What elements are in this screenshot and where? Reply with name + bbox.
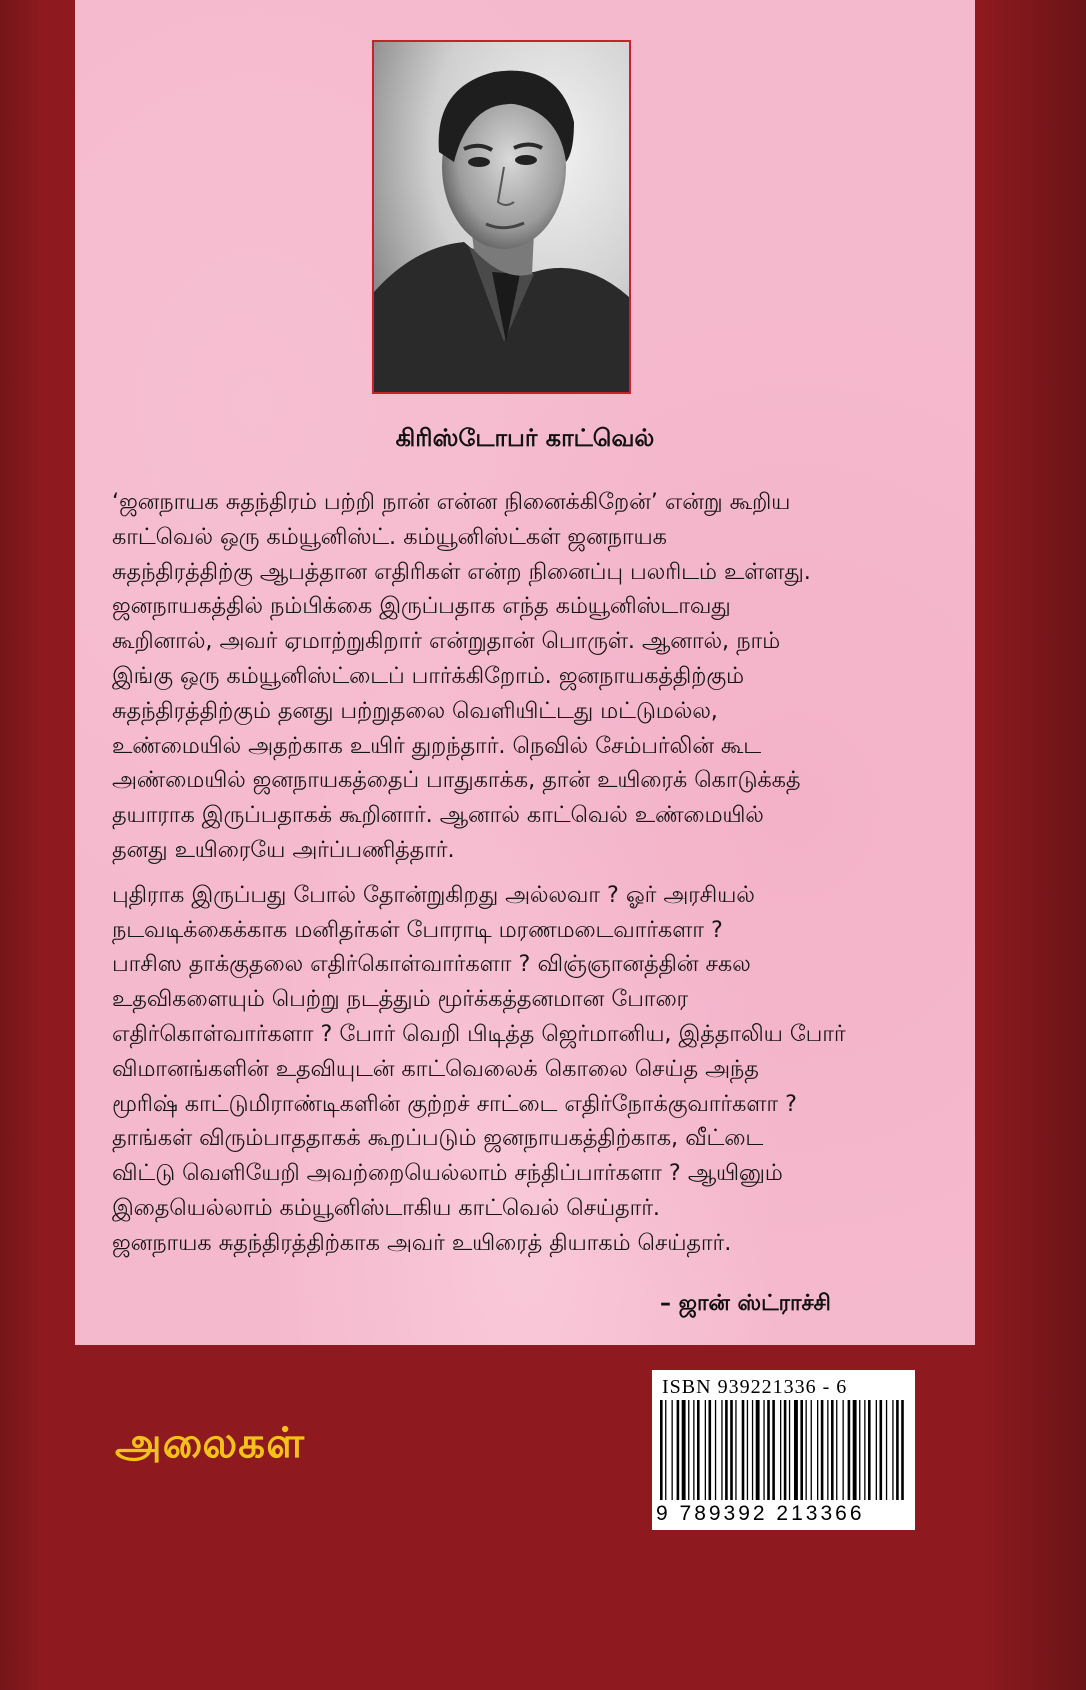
blurb-line: விமானங்களின் உதவியுடன் காட்வெலைக் கொலை செய்த அந்த — [112, 1055, 759, 1082]
publisher-logo-text: அலைகள் — [115, 1418, 306, 1467]
barcode-bar — [811, 1400, 812, 1500]
barcode-bar — [752, 1400, 753, 1500]
blurb-line: காட்வெல் ஒரு கம்யூனிஸ்ட். கம்யூனிஸ்ட்கள் ஜனநாயக — [112, 523, 667, 550]
barcode-bar — [817, 1400, 818, 1500]
barcode-bar — [794, 1400, 798, 1500]
barcode-bar — [767, 1400, 770, 1500]
barcode-bar — [763, 1400, 764, 1500]
barcode-bar — [688, 1400, 689, 1500]
barcode-bar — [742, 1400, 745, 1500]
barcode-bar — [672, 1400, 673, 1500]
barcode-bar — [831, 1400, 834, 1500]
blurb-paragraph — [112, 878, 942, 1261]
barcode-bar — [800, 1400, 803, 1500]
blurb-line: தயாராக இருப்பதாகக் கூறினார். ஆனால் காட்வெல் உண்மையில் — [112, 802, 764, 829]
blurb-line: ஜனநாயகத்தில் நம்பிக்கை இருப்பதாக எந்த கம்யூனிஸ்டாவது — [112, 593, 731, 620]
barcode-bar — [853, 1400, 857, 1500]
blurb-line: ‘ஜனநாயக சுதந்திரம் பற்றி நான் என்ன நினைக்கிறேன்’ என்று கூறிய — [112, 489, 791, 515]
blurb-paragraph — [112, 485, 942, 868]
barcode-bar — [843, 1400, 844, 1500]
author-photo — [372, 40, 631, 394]
barcode-bar — [876, 1400, 877, 1500]
blurb-line: பாசிஸ தாக்குதலை எதிர்கொள்வார்களா ? விஞ்ஞானத்தின் சகல — [112, 951, 751, 978]
barcode-bar — [721, 1400, 722, 1500]
blurb-line: சுதந்திரத்திற்கும் தனது பற்றுதலை வெளியிட்டது மட்டுமல்ல, — [112, 697, 718, 724]
barcode-bar — [665, 1400, 666, 1500]
author-name: கிரிஸ்டோபர் காட்வெல் — [395, 424, 655, 452]
barcode-bar — [901, 1400, 904, 1500]
quote-attribution: – ஜான் ஸ்ட்ராச்சி — [660, 1291, 831, 1316]
blurb-line: உதவிகளையும் பெற்று நடத்தும் மூர்க்கத்தனமான போரை — [112, 986, 689, 1013]
author-portrait-image — [374, 42, 629, 392]
blurb-line: மூரிஷ் காட்டுமிராண்டிகளின் குற்றச் சாட்டை எதிர்நோக்குவார்களா ? — [112, 1090, 797, 1117]
barcode-bar — [730, 1400, 733, 1500]
blurb-line: நடவடிக்கைக்காக மனிதர்கள் போராடி மரணமடைவார்களா ? — [112, 916, 723, 943]
barcode-bar — [705, 1400, 706, 1500]
barcode-bar — [715, 1400, 716, 1500]
barcode-bar — [848, 1400, 851, 1500]
blurb-line: கூறினால், அவர் ஏமாற்றுகிறார் என்றுதான் பொருள். ஆனால், நாம் — [112, 628, 781, 655]
barcode-bar — [868, 1400, 871, 1500]
barcode-bar — [780, 1400, 781, 1500]
blurb-text — [112, 485, 942, 1271]
blurb-line: இங்கு ஒரு கம்யூனிஸ்ட்டைப் பார்க்கிறோம். ஜனநாயகத்திற்கும் — [112, 662, 744, 689]
blurb-line: தாங்கள் விரும்பாததாகக் கூறப்படும் ஜனநாயகத்திற்காக, வீட்டை — [112, 1125, 764, 1152]
blurb-line: புதிராக இருப்பது போல் தோன்றுகிறது அல்லவா ? ஓர் அரசியல் — [112, 881, 755, 908]
blurb-line: உண்மையில் அதற்காக உயிர் துறந்தார். நெவில் சேம்பர்லின் கூட — [112, 732, 762, 759]
barcode-bar — [827, 1400, 828, 1500]
barcode-digits: 9 789392 213366 — [656, 1502, 865, 1525]
barcode-bar — [892, 1400, 893, 1500]
barcode-bar — [880, 1400, 883, 1500]
barcode-bar — [693, 1400, 694, 1500]
barcode-bar — [886, 1400, 887, 1500]
barcode-bar — [836, 1400, 837, 1500]
barcode-bar — [789, 1400, 790, 1500]
isbn-barcode — [652, 1370, 915, 1530]
blurb-line: ஜனநாயக சுதந்திரத்திற்காக அவர் உயிரைத் தியாகம் செய்தார். — [112, 1229, 732, 1256]
blurb-line: விட்டு வெளியேறி அவற்றையெல்லாம் சந்திப்பார்களா ? ஆயினும் — [112, 1160, 783, 1187]
barcode-bar — [772, 1400, 775, 1500]
barcode-bar — [747, 1400, 748, 1500]
barcode-bar — [709, 1400, 712, 1500]
barcode-bar — [697, 1400, 700, 1500]
barcode-bar — [859, 1400, 860, 1500]
barcode-bar — [677, 1400, 680, 1500]
barcode-bar — [756, 1400, 760, 1500]
barcode-bar — [821, 1400, 824, 1500]
blurb-line: இதையெல்லாம் கம்யூனிஸ்டாகிய காட்வெல் செய்தார். — [112, 1194, 660, 1221]
isbn-label: ISBN 939221336 - 6 — [662, 1376, 848, 1398]
barcode-bar — [806, 1400, 807, 1500]
blurb-line: தனது உயிரையே அர்ப்பணித்தார். — [112, 836, 455, 863]
barcode-bars — [658, 1400, 909, 1500]
barcode-bar — [682, 1400, 686, 1500]
barcode-bar — [784, 1400, 787, 1500]
blurb-line: சுதந்திரத்திற்கு ஆபத்தான எதிரிகள் என்ற நினைப்பு பலரிடம் உள்ளது. — [112, 558, 811, 585]
blurb-line: அண்மையில் ஜனநாயகத்தைப் பாதுகாக்க, தான் உயிரைக் கொடுக்கத் — [112, 767, 801, 794]
barcode-bar — [660, 1400, 663, 1500]
barcode-bar — [725, 1400, 728, 1500]
blurb-line: எதிர்கொள்வார்களா ? போர் வெறி பிடித்த ஜெர்மானிய, இத்தாலிய போர் — [112, 1020, 846, 1047]
barcode-bar — [735, 1400, 736, 1500]
barcode-bar — [896, 1400, 899, 1500]
barcode-bar — [864, 1400, 865, 1500]
